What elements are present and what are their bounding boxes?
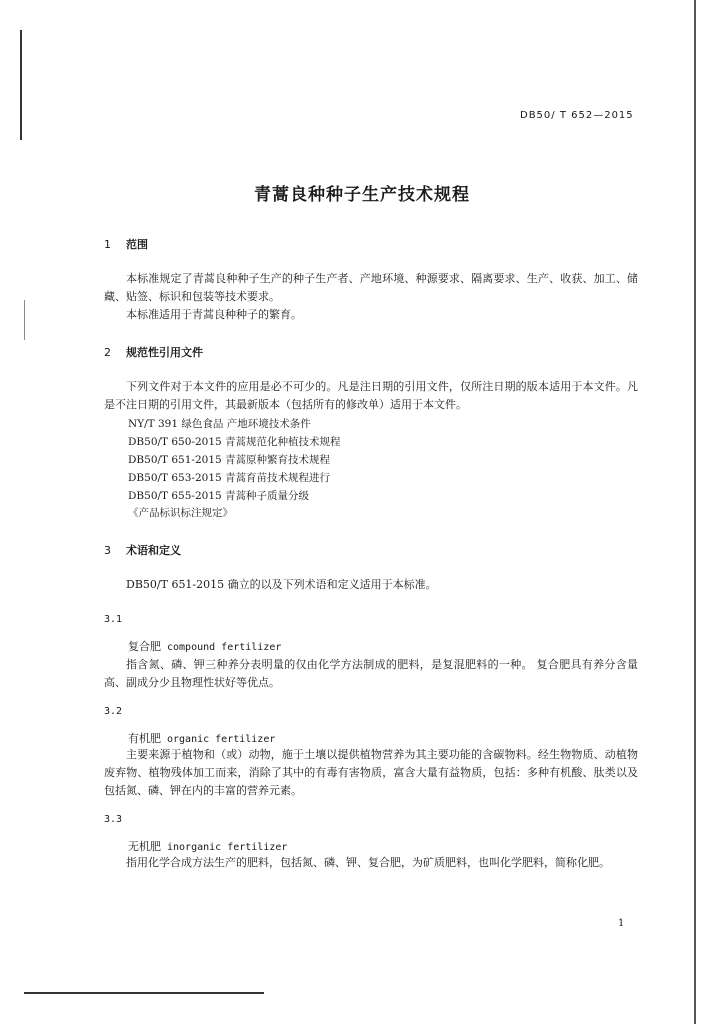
paragraph: DB50/T 651-2015 确立的以及下列术语和定义适用于本标准。 bbox=[126, 578, 437, 591]
subsection-number: 3.1 bbox=[104, 614, 123, 625]
scan-edge-left bbox=[20, 30, 22, 140]
term-definition: 指含氮、磷、钾三种养分表明量的仅由化学方法制成的肥料，是复混肥料的一种。 复合肥具有养分含量高、副成分少且物理性状好等优点。 bbox=[104, 658, 638, 689]
reference-item: 《产品标识标注规定》 bbox=[128, 507, 233, 519]
reference-item: DB50/T 650-2015 青蒿规范化种植技术规程 bbox=[128, 436, 341, 448]
term-title bbox=[128, 730, 275, 746]
reference-item: NY/T 391 绿色食品 产地环境技术条件 bbox=[128, 418, 311, 430]
section-heading-2 bbox=[104, 344, 203, 360]
term-title bbox=[128, 838, 287, 854]
standard-code: DB50/ T 652—2015 bbox=[520, 110, 634, 121]
paragraph: 下列文件对于本文件的应用是必不可少的。凡是注日期的引用文件，仅所注日期的版本适用于本文件。凡是不注日期的引用文件，其最新版本（包括所有的修改单）适用于本文件。 bbox=[104, 380, 638, 411]
term-zh: 无机肥 bbox=[128, 840, 161, 853]
paragraph: 本标准适用于青蒿良种种子的繁育。 bbox=[126, 308, 302, 321]
term-zh: 有机肥 bbox=[128, 732, 161, 745]
reference-item: DB50/T 653-2015 青蒿育苗技术规程进行 bbox=[128, 472, 331, 484]
section-heading-text: 范围 bbox=[126, 238, 148, 251]
section-number: 1 bbox=[104, 238, 111, 251]
section-heading-1 bbox=[104, 236, 148, 252]
reference-item: DB50/T 655-2015 青蒿种子质量分级 bbox=[128, 490, 310, 502]
scan-edge-left-mark bbox=[24, 300, 25, 340]
footer-rule bbox=[24, 992, 264, 994]
section-heading-text: 术语和定义 bbox=[126, 544, 181, 557]
scan-edge-right bbox=[694, 0, 696, 1024]
term-definition: 主要来源于植物和（或）动物，施于土壤以提供植物营养为其主要功能的含碳物料。经生物物质、动植物废弃物、植物残体加工而来，消除了其中的有毒有害物质，富含大量有益物质，包括：多种有机酸、肽类以及包括氮、磷、钾在内的丰富的营养元素。 bbox=[104, 748, 638, 797]
term-title bbox=[128, 638, 281, 654]
section-number: 2 bbox=[104, 346, 111, 359]
subsection-number: 3.2 bbox=[104, 706, 123, 717]
paragraph: 本标准规定了青蒿良种种子生产的种子生产者、产地环境、种源要求、隔离要求、生产、收获、加工、储藏、贴签、标识和包装等技术要求。 bbox=[104, 272, 638, 303]
term-en: inorganic fertilizer bbox=[167, 842, 288, 853]
section-number: 3 bbox=[104, 544, 111, 557]
page-number: 1 bbox=[618, 918, 625, 929]
reference-item: DB50/T 651-2015 青蒿原种繁育技术规程 bbox=[128, 454, 331, 466]
subsection-number: 3.3 bbox=[104, 814, 123, 825]
term-en: compound fertilizer bbox=[167, 642, 282, 653]
term-definition: 指用化学合成方法生产的肥料，包括氮、磷、钾、复合肥，为矿质肥料，也叫化学肥料，简称化肥。 bbox=[126, 856, 610, 869]
term-zh: 复合肥 bbox=[128, 640, 161, 653]
term-en: organic fertilizer bbox=[167, 734, 276, 745]
document-title: 青蒿良种种子生产技术规程 bbox=[254, 185, 470, 205]
section-heading-text: 规范性引用文件 bbox=[126, 346, 203, 359]
section-heading-3 bbox=[104, 542, 181, 558]
